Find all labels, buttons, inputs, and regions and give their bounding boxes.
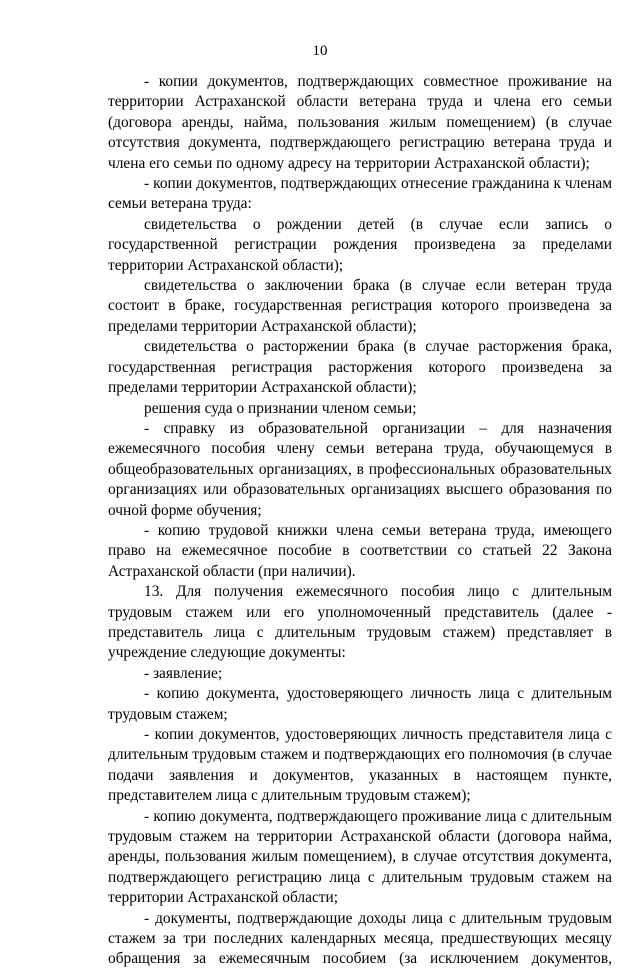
paragraph: - копии документов, удостоверяющих личность представителя лица с длительным трудовым стажем и подтверждающих его полномочия (в случае подачи заявления и документов, указанных в настоящем пункте, представителем лица с длительным трудовым стажем); (108, 726, 612, 805)
paragraph: 13. Для получения ежемесячного пособия лицо с длительным трудовым стажем или его уполномоченный представитель (далее - представитель лица с длительным трудовым стажем) представляет в учреждение следующие документы: (108, 583, 612, 662)
paragraph: - копию документа, подтверждающего проживание лица с длительным трудовым стажем на территории Астраханской области (договора найма, аренды, пользования жилым помещением), в случае отсутствия документа, подтверждающего регистрацию лица с длительным трудовым стажем на территории Астраханской области; (108, 807, 612, 907)
document-body (108, 72, 612, 970)
paragraph: - копию документа, удостоверяющего личность лица с длительным трудовым стажем; (108, 685, 612, 723)
paragraph: свидетельства о заключении брака (в случае если ветеран труда состоит в браке, государственная регистрация которого произведена за пределами территории Астраханской области); (108, 277, 612, 335)
paragraph: - копию трудовой книжки члена семьи ветерана труда, имеющего право на ежемесячное пособие в соответствии со статьей 22 Закона Астраханской области (при наличии). (108, 521, 612, 580)
paragraph: свидетельства о расторжении брака (в случае расторжения брака, государственная регистрация расторжения которого произведена за пределами территории Астраханской области); (108, 338, 612, 397)
page-number: 10 (312, 43, 328, 59)
paragraph: - копии документов, подтверждающих отнесение гражданина к членам семьи ветерана труда: (108, 175, 612, 213)
paragraph: - заявление; (144, 664, 223, 682)
paragraph: - справку из образовательной организации – для назначения ежемесячного пособия члену семьи ветерана труда, обучающемуся в общеобразовательных организациях, в профессиональных образовательных организациях или образовательных организациях высшего образования по очной форме обучения; (108, 419, 612, 519)
paragraph: решения суда о признании членом семьи; (144, 399, 417, 417)
paragraph: свидетельства о рождении детей (в случае если запись о государственной регистрации рождения произведена за пределами территории Астраханской области); (108, 215, 612, 274)
paragraph: - документы, подтверждающие доходы лица с длительным трудовым стажем за три последних календарных месяца, предшествующих месяцу обращения за ежемесячным пособием (за исключением документов, (108, 909, 612, 968)
paragraph: - копии документов, подтверждающих совместное проживание на территории Астраханской области ветерана труда и члена его семьи (договора аренды, найма, пользования жилым помещением) (в случае отсутствия документа, подтверждающего регистрацию ветерана труда и члена его семьи по одному адресу на территории Астраханской области); (108, 73, 612, 172)
